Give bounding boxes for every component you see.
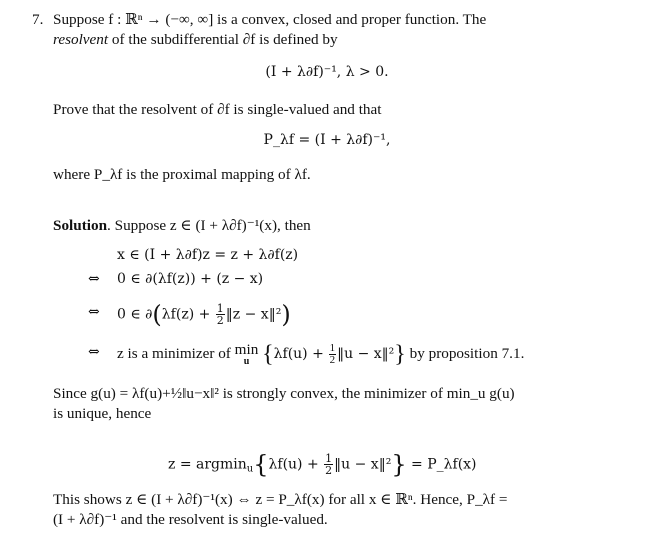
- prox-equation: P_λf = (I + λ∂f)⁻¹,: [263, 132, 391, 148]
- step3-post: ‖z − x‖²: [225, 306, 282, 323]
- step4-tail: by proposition 7.1.: [409, 344, 525, 362]
- step4-post: ‖u − x‖²: [337, 345, 395, 362]
- paren-right: ): [281, 300, 291, 329]
- eq3-mid: λf(u) +: [268, 456, 319, 473]
- problem-number: 7.: [32, 11, 44, 28]
- half-fraction-3: $\frac{1}{2}$: [325, 452, 333, 477]
- half-fraction-2: $\frac{1}{2}$: [329, 342, 336, 366]
- brace-right-2: }: [391, 450, 407, 479]
- solution-step-1: x ∈ (I + λ∂f)z = z + λ∂f(z): [117, 247, 299, 263]
- equiv-arrow-4: ⇔: [88, 344, 100, 360]
- problem-line-3: Prove that the resolvent of ∂f is single-valued and that: [53, 101, 382, 118]
- brace-left-2: {: [253, 450, 269, 479]
- equiv-arrow-3: ⇔: [88, 304, 100, 320]
- step3-mid: λf(z) +: [161, 306, 211, 323]
- step3-pre: 0 ∈ ∂: [117, 306, 153, 323]
- problem-line-4: where P_λf is the proximal mapping of λf.: [53, 166, 311, 183]
- min-operator: min u: [234, 341, 259, 367]
- half-fraction: $\frac{1}{2}$: [216, 302, 224, 327]
- eq3-tail: = P_λf(x): [411, 456, 477, 473]
- resolvent-equation: (I + λ∂f)⁻¹, λ > 0.: [265, 64, 389, 80]
- eq3-pre: z = argmin: [168, 456, 247, 473]
- eq3-sub: u: [246, 463, 254, 475]
- brace-right: }: [394, 341, 406, 368]
- eq3-post: ‖u − x‖²: [334, 456, 392, 473]
- solution-step-2: 0 ∈ ∂(λf(z)) + (z − x): [117, 271, 264, 287]
- problem-line-2: [53, 31, 338, 49]
- resolvent-term: resolvent: [53, 31, 109, 48]
- solution-step-4: [117, 343, 524, 366]
- problem-line-2-rest: of the subdifferential ∂f is defined by: [108, 31, 338, 48]
- paren-left: (: [152, 300, 162, 329]
- solution-intro: [53, 217, 311, 235]
- solution-label: Solution: [53, 217, 108, 234]
- para2-line-1: Since g(u) = λf(u)+½‖u−x‖² is strongly convex, the minimizer of min_u g(u): [53, 385, 515, 402]
- solution-step-3: [117, 300, 291, 329]
- para3-line-2: (I + λ∂f)⁻¹ and the resolvent is single-valued.: [53, 511, 328, 528]
- para2-line-2: is unique, hence: [53, 405, 152, 422]
- step4-pre: z is a minimizer of: [117, 344, 231, 362]
- problem-line-1: Suppose f : ℝⁿ → (−∞, ∞] is a convex, closed and proper function. The: [53, 11, 487, 28]
- argmin-equation: [168, 450, 477, 479]
- step4-mid: λf(u) +: [273, 345, 324, 362]
- equiv-arrow-2: ⇔: [88, 271, 100, 287]
- solution-intro-text: . Suppose z ∈ (I + λ∂f)⁻¹(x), then: [107, 217, 311, 234]
- brace-left: {: [262, 341, 274, 368]
- para3-line-1: This shows z ∈ (I + λ∂f)⁻¹(x) ⇔ z = P_λf(x) for all x ∈ ℝⁿ. Hence, P_λf =: [53, 491, 508, 508]
